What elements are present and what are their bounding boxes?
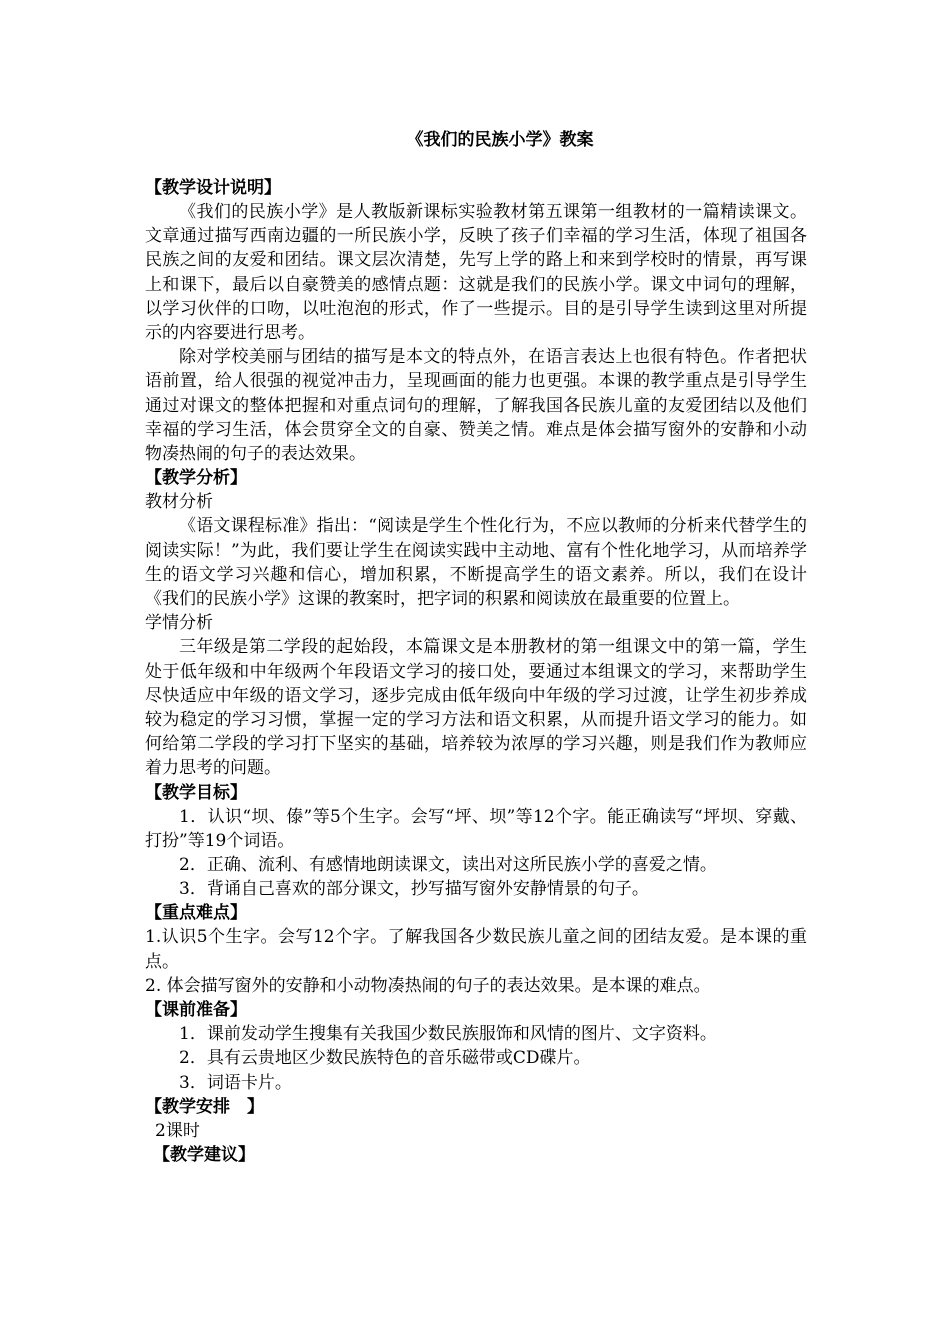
schedule-text: 2课时 <box>155 1120 200 1141</box>
section-heading-suggestions: 【教学建议】 <box>153 1144 255 1165</box>
section-heading-design: 【教学设计说明】 <box>145 178 281 198</box>
list-item: 2. 体会描写窗外的安静和小动物凑热闹的句子的表达效果。是本课的难点。 <box>145 975 711 996</box>
list-item: 1．认识“坝、傣”等5个生字。会写“坪、坝”等12个字。能正确读写“坪坝、穿戴、打扮”等19个词语。 <box>145 806 807 851</box>
section-heading-preparation: 【课前准备】 <box>145 1000 247 1021</box>
subheading-material: 教材分析 <box>145 492 213 513</box>
paragraph: 除对学校美丽与团结的描写是本文的特点外，在语言表达上也很有特色。作者把状语前置，给人很强的视觉冲击力，呈现画面的能力也更强。本课的教学重点是引导学生通过对课文的整体把握和对重点词句的理解，了解我国各民族儿童的友爱团结以及他们幸福的学习生活，体会贯穿全文的自豪、赞美之情。难点是体会描写窗外的安静和小动物凑热闹的句子的表达效果。 <box>145 347 807 465</box>
list-item: 1.认识5个生字。会写12个字。了解我国各少数民族儿童之间的团结友爱。是本课的重点。 <box>145 927 807 972</box>
document-title: 《我们的民族小学》教案 <box>406 130 594 150</box>
paragraph: 《我们的民族小学》是人教版新课标实验教材第五课第一组教材的一篇精读课文。文章通过描写西南边疆的一所民族小学，反映了孩子们幸福的学习生活，体现了祖国各民族之间的友爱和团结。课文层次清楚，先写上学的路上和来到学校时的情景，再写课上和课下，最后以自豪赞美的感情点题：这就是我们的民族小学。课文中词句的理解，以学习伙伴的口吻，以吐泡泡的形式，作了一些提示。目的是引导学生读到这里对所提示的内容要进行思考。 <box>145 202 807 344</box>
section-heading-schedule: 【教学安排 】 <box>145 1096 264 1117</box>
paragraph: 《语文课程标准》指出：“阅读是学生个性化行为，不应以教师的分析来代替学生的阅读实际！”为此，我们要让学生在阅读实践中主动地、富有个性化地学习，从而培养学生的语文学习兴趣和信心，增加积累，不断提高学生的语文素养。所以，我们在设计《我们的民族小学》这课的教案时，把字词的积累和阅读放在最重要的位置上。 <box>145 516 807 610</box>
list-item: 3．背诵自己喜欢的部分课文，抄写描写窗外安静情景的句子。 <box>179 879 649 900</box>
subheading-students: 学情分析 <box>145 613 213 634</box>
list-item: 1．课前发动学生搜集有关我国少数民族服饰和风情的图片、文字资料。 <box>179 1024 717 1045</box>
list-item: 3．词语卡片。 <box>179 1072 292 1093</box>
section-heading-goals: 【教学目标】 <box>145 782 247 803</box>
section-heading-analysis: 【教学分析】 <box>145 468 247 489</box>
list-item: 2．具有云贵地区少数民族特色的音乐磁带或CD碟片。 <box>179 1048 591 1069</box>
list-item: 2．正确、流利、有感情地朗读课文，读出对这所民族小学的喜爱之情。 <box>179 855 717 876</box>
section-heading-keypoints: 【重点难点】 <box>145 903 247 924</box>
paragraph: 三年级是第二学段的起始段，本篇课文是本册教材的第一组课文中的第一篇，学生处于低年级和中年级两个年段语文学习的接口处，要通过本组课文的学习，来帮助学生尽快适应中年级的语文学习，逐步完成由低年级向中年级的学习过渡，让学生初步养成较为稳定的学习习惯，掌握一定的学习方法和语文积累，从而提升语文学习的能力。如何给第二学段的学习打下坚实的基础，培养较为浓厚的学习兴趣，则是我们作为教师应着力思考的问题。 <box>145 637 807 779</box>
